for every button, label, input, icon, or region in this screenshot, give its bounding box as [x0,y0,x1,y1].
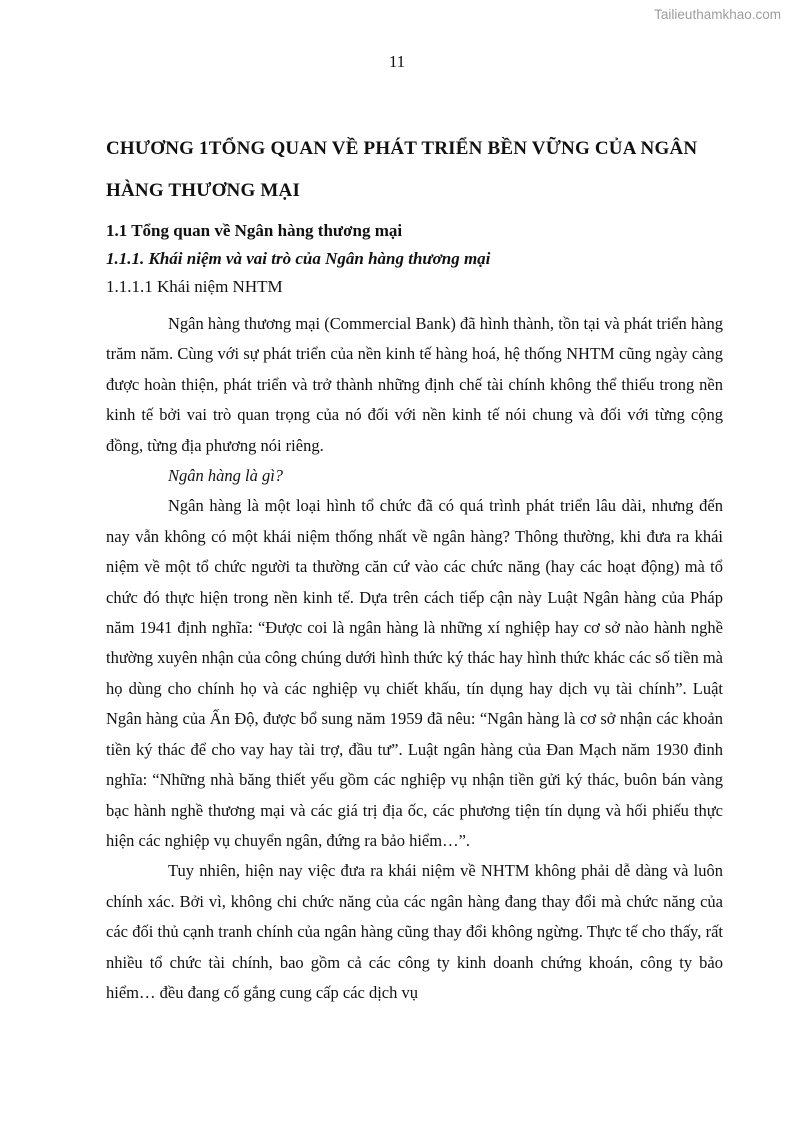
body-paragraph: Tuy nhiên, hiện nay việc đưa ra khái niệm về NHTM không phải dễ dàng và luôn chính xác. Bởi vì, không chi chức năng của các ngân hàng đang thay đổi mà chức năng của các đối thủ cạnh tranh chính của ngân hàng cũng thay đổi không ngừng. Thực tế cho thấy, rất nhiều tổ chức tài chính, bao gồm cả các công ty kinh doanh chứng khoán, công ty bảo hiểm… đều đang cố gắng cung cấp các dịch vụ [106,861,723,1002]
chapter-heading: CHƯƠNG 1TỔNG QUAN VỀ PHÁT TRIỂN BỀN VỮNG CỦA NGÂN HÀNG THƯƠNG MẠI [106,138,698,201]
question-line: Ngân hàng là gì? [168,466,284,486]
body-paragraph: Ngân hàng thương mại (Commercial Bank) đã hình thành, tồn tại và phát triển hàng trăm năm. Cùng với sự phát triển của nền kinh tế hàng hoá, hệ thống NHTM cũng ngày càng được hoàn thiện, phát triển và trở thành những định chế tài chính không thể thiếu trong nền kinh tế bởi vai trò quan trọng của nó đối với nền kinh tế nói chung và đối với từng cộng đồng, từng địa phương nói riêng. [106,314,723,455]
paragraphs [106,309,723,1008]
subsection-heading-1-1-1: 1.1.1. Khái niệm và vai trò của Ngân hàng thương mại [106,249,491,268]
watermark-link[interactable]: Tailieuthamkhao.com [654,7,781,22]
body-paragraph: Ngân hàng là một loại hình tổ chức đã có quá trình phát triển lâu dài, nhưng đến nay vẫn không có một khái niệm thống nhất về ngân hàng? Thông thường, khi đưa ra khái niệm về một tổ chức người ta thường căn cứ vào các chức năng (hay các hoạt động) mà tổ chức đó thực hiện trong nền kinh tế. Dựa trên cách tiếp cận này Luật Ngân hàng của Pháp năm 1941 định nghĩa: “Được coi là ngân hàng là những xí nghiệp hay cơ sở nào hành nghề thường xuyên nhận của công chúng dưới hình thức ký thác hay hình thức khác các số tiền mà họ dùng cho chính họ và các nghiệp vụ chiết khấu, tín dụng hay dịch vụ tài chính”. Luật Ngân hàng của Ấn Độ, được bổ sung năm 1959 đã nêu: “Ngân hàng là cơ sở nhận các khoản tiền ký thác để cho vay hay tài trợ, đầu tư”. Luật ngân hàng của Đan Mạch năm 1930 đinh nghĩa: “Những nhà băng thiết yếu gồm các nghiệp vụ nhận tiền gửi ký thác, buôn bán vàng bạc hành nghề thương mại và các giá trị địa ốc, các phương tiện tín dụng và hối phiếu thực hiện các nghiệp vụ chuyển ngân, đứng ra bảo hiểm…”. [106,496,723,850]
subsubsection-heading-1-1-1-1: 1.1.1.1 Khái niệm NHTM [106,277,283,296]
page-number: 11 [388,52,406,71]
section-heading-1-1: 1.1 Tổng quan về Ngân hàng thương mại [106,221,403,240]
page-content [106,128,723,1008]
